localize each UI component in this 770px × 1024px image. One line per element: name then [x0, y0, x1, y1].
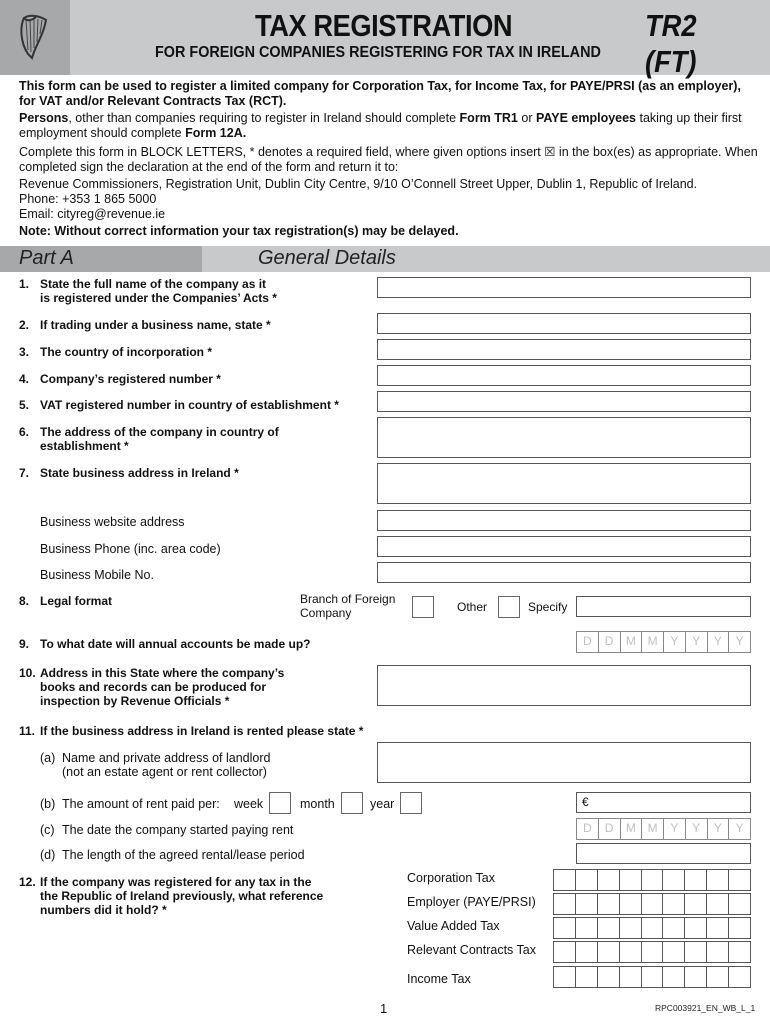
question-11a	[40, 751, 370, 781]
question-11c	[40, 823, 294, 838]
date-cell-day[interactable]: D	[599, 819, 621, 839]
ref-digit-cell[interactable]	[554, 942, 576, 962]
date-cell-year[interactable]: Y	[664, 632, 686, 652]
question-number: 2.	[19, 318, 30, 332]
branch-label-line: Branch of Foreign	[300, 592, 396, 606]
ref-digit-cell[interactable]	[576, 894, 598, 914]
ref-digit-cell[interactable]	[642, 967, 664, 987]
date-cell-day[interactable]: D	[577, 632, 599, 652]
mobile-field[interactable]	[377, 562, 751, 583]
ref-digit-cell[interactable]	[685, 870, 707, 890]
question-number: 8.	[19, 594, 30, 608]
question-number: 6.	[19, 425, 30, 439]
question-11d	[40, 848, 305, 863]
ref-digit-cell[interactable]	[554, 894, 576, 914]
sub-letter: (c)	[40, 823, 55, 837]
part-label: Part A	[19, 247, 74, 269]
form-reference-code: RPC003921_EN_WB_L_1	[655, 1003, 756, 1013]
website-field[interactable]	[377, 510, 751, 531]
vat-number-field[interactable]	[377, 391, 751, 412]
branch-checkbox[interactable]	[412, 596, 434, 618]
date-cell-year[interactable]: Y	[729, 819, 751, 839]
question-text: If the business address in Ireland is rented please state *	[40, 724, 364, 738]
form-12a-ref: Form 12A.	[185, 126, 247, 140]
rent-start-date-field[interactable]	[576, 818, 751, 840]
ref-digit-cell[interactable]	[729, 894, 751, 914]
question-text: Legal format	[40, 594, 113, 608]
ref-digit-cell[interactable]	[685, 894, 707, 914]
irish-address-field[interactable]	[377, 463, 751, 504]
sub-text: The date the company started paying rent	[62, 823, 294, 837]
year-label: year	[370, 797, 395, 811]
form-code: TR2 (FT)	[645, 8, 697, 79]
ref-digit-cell[interactable]	[642, 942, 664, 962]
question-number: 4.	[19, 372, 30, 386]
intro-purpose: This form can be used to register a limited company for Corporation Tax, for Income Tax, for PAYE/PRSI (as an employer), for VAT and/or Relevant Contracts Tax (RCT).	[19, 79, 741, 108]
ref-digit-cell[interactable]	[576, 967, 598, 987]
sub-letter: (d)	[40, 848, 56, 862]
date-cell-year[interactable]: Y	[708, 632, 730, 652]
question-text: If trading under a business name, state *	[40, 318, 271, 332]
question-text: If the company was registered for any tax in the	[40, 875, 312, 889]
question-text: numbers did it hold? *	[40, 903, 167, 917]
date-cell-month[interactable]: M	[642, 632, 664, 652]
form-subtitle: FOR FOREIGN COMPANIES REGISTERING FOR TAX IN IRELAND	[155, 44, 601, 61]
question-text: The address of the company in country of	[40, 425, 279, 439]
ref-digit-cell[interactable]	[598, 918, 620, 938]
page-number: 1	[380, 1001, 388, 1016]
question-5	[19, 398, 374, 413]
question-text: Company’s registered number *	[40, 372, 221, 386]
ref-digit-cell[interactable]	[598, 894, 620, 914]
ref-grid-rct[interactable]	[553, 941, 751, 963]
rent-amount-field[interactable]	[576, 792, 751, 813]
ref-digit-cell[interactable]	[707, 967, 729, 987]
ref-digit-cell[interactable]	[598, 870, 620, 890]
ref-digit-cell[interactable]	[707, 918, 729, 938]
ref-digit-cell[interactable]	[620, 942, 642, 962]
ref-grid-corporation-tax[interactable]	[553, 869, 751, 891]
question-number: 12.	[19, 875, 36, 889]
ref-digit-cell[interactable]	[642, 894, 664, 914]
ref-digit-cell[interactable]	[663, 967, 685, 987]
question-text: inspection by Revenue Officials *	[40, 694, 230, 708]
ref-digit-cell[interactable]	[663, 942, 685, 962]
ref-digit-cell[interactable]	[729, 870, 751, 890]
intro-persons	[19, 111, 759, 141]
ref-digit-cell[interactable]	[685, 942, 707, 962]
month-label: month	[300, 797, 335, 811]
intro-text: , other than companies requiring to register in Ireland should complete	[68, 111, 460, 125]
ref-digit-cell[interactable]	[598, 967, 620, 987]
ref-digit-cell[interactable]	[620, 894, 642, 914]
date-cell-year[interactable]: Y	[686, 819, 708, 839]
accounts-date-field[interactable]	[576, 631, 751, 653]
ref-digit-cell[interactable]	[707, 894, 729, 914]
question-text: State business address in Ireland *	[40, 466, 239, 480]
date-cell-year[interactable]: Y	[664, 819, 686, 839]
question-6	[19, 425, 369, 455]
question-1	[19, 277, 369, 307]
intro-persons-bold: Persons	[19, 111, 69, 125]
tax-label-corporation: Corporation Tax	[407, 871, 496, 885]
ref-digit-cell[interactable]	[620, 967, 642, 987]
lease-length-field[interactable]	[576, 843, 751, 864]
ref-digit-cell[interactable]	[729, 967, 751, 987]
business-name-field[interactable]	[377, 313, 751, 334]
specify-label: Specify	[528, 600, 568, 614]
branch-label-line: Company	[300, 606, 352, 620]
date-cell-year[interactable]: Y	[729, 632, 751, 652]
website-label: Business website address	[40, 515, 185, 529]
question-number: 1.	[19, 277, 30, 291]
question-number: 10.	[19, 666, 36, 680]
harp-icon	[18, 12, 48, 60]
intro-address: Revenue Commissioners, Registration Unit, Dublin City Centre, 9/10 O’Connell Street Upper, Dublin 1, Republic of Ireland.	[19, 177, 698, 191]
question-text: establishment *	[40, 439, 129, 453]
sub-text: The amount of rent paid per:	[62, 797, 220, 811]
ref-digit-cell[interactable]	[576, 918, 598, 938]
sub-letter: (b)	[40, 797, 56, 811]
books-address-field[interactable]	[377, 665, 751, 706]
question-text: To what date will annual accounts be made up?	[40, 637, 311, 651]
question-text: books and records can be produced for	[40, 680, 267, 694]
tax-label-income: Income Tax	[407, 972, 471, 986]
specify-field[interactable]	[576, 596, 751, 617]
tax-label-employer: Employer (PAYE/PRSI)	[407, 895, 536, 909]
ref-grid-employer[interactable]	[553, 893, 751, 915]
date-cell-month[interactable]: M	[642, 819, 664, 839]
question-2	[19, 318, 369, 333]
question-text: Address in this State where the company’s	[40, 666, 285, 680]
ref-digit-cell[interactable]	[620, 870, 642, 890]
date-cell-month[interactable]: M	[621, 632, 643, 652]
intro-phone: Phone: +353 1 865 5000	[19, 192, 157, 206]
euro-icon: €	[582, 795, 589, 809]
date-cell-year[interactable]: Y	[686, 632, 708, 652]
part-title: General Details	[258, 247, 396, 269]
ref-digit-cell[interactable]	[576, 942, 598, 962]
branch-label	[300, 592, 395, 620]
question-number: 11.	[19, 724, 36, 738]
ref-digit-cell[interactable]	[663, 870, 685, 890]
ref-digit-cell[interactable]	[576, 870, 598, 890]
date-cell-year[interactable]: Y	[708, 819, 730, 839]
sub-letter: (a)	[40, 751, 56, 765]
paye-employees-ref: PAYE employees	[535, 111, 637, 125]
intro-text: taking up their first employment should complete	[19, 111, 742, 140]
ref-digit-cell[interactable]	[707, 942, 729, 962]
tax-label-vat: Value Added Tax	[407, 919, 500, 933]
question-text: State the full name of the company as it	[40, 277, 267, 291]
intro-email: Email: cityreg@revenue.ie	[19, 207, 166, 221]
question-12	[19, 875, 389, 920]
ref-digit-cell[interactable]	[729, 918, 751, 938]
ref-digit-cell[interactable]	[598, 942, 620, 962]
ref-digit-cell[interactable]	[707, 870, 729, 890]
week-label: week	[234, 797, 264, 811]
question-11	[19, 724, 419, 739]
year-checkbox[interactable]	[400, 792, 422, 814]
question-7	[19, 466, 369, 481]
question-text: The country of incorporation *	[40, 345, 213, 359]
intro-instructions: Complete this form in BLOCK LETTERS, * denotes a required field, where given options insert ☒ in the box(es) as appropriate. When completed sign the declaration at the end of the form and return it to:	[19, 145, 758, 174]
tax-label-rct: Relevant Contracts Tax	[407, 943, 536, 957]
question-text: is registered under the Companies’ Acts *	[40, 291, 277, 305]
sub-text: The length of the agreed rental/lease period	[62, 848, 305, 862]
ref-digit-cell[interactable]	[642, 918, 664, 938]
question-11b	[40, 797, 220, 812]
sub-text: (not an estate agent or rent collector)	[62, 765, 267, 779]
date-cell-day[interactable]: D	[599, 632, 621, 652]
ref-digit-cell[interactable]	[554, 967, 576, 987]
sub-text: Name and private address of landlord	[62, 751, 271, 765]
ref-digit-cell[interactable]	[663, 918, 685, 938]
date-cell-day[interactable]: D	[577, 819, 599, 839]
foreign-address-field[interactable]	[377, 417, 751, 458]
other-checkbox[interactable]	[498, 596, 520, 618]
ref-digit-cell[interactable]	[554, 870, 576, 890]
other-label: Other	[457, 600, 488, 614]
question-4	[19, 372, 369, 387]
question-10	[19, 666, 369, 711]
question-3	[19, 345, 369, 360]
ref-digit-cell[interactable]	[642, 870, 664, 890]
question-9	[19, 637, 379, 652]
date-cell-month[interactable]: M	[621, 819, 643, 839]
question-number: 3.	[19, 345, 30, 359]
ref-digit-cell[interactable]	[554, 918, 576, 938]
phone-field[interactable]	[377, 536, 751, 557]
ref-grid-income-tax[interactable]	[553, 966, 751, 988]
country-of-incorporation-field[interactable]	[377, 339, 751, 360]
intro-note: Note: Without correct information your tax registration(s) may be delayed.	[19, 224, 459, 238]
question-8	[19, 594, 269, 609]
ref-digit-cell[interactable]	[663, 894, 685, 914]
month-checkbox[interactable]	[341, 792, 363, 814]
company-name-field[interactable]	[377, 277, 751, 298]
question-text: VAT registered number in country of establishment *	[40, 398, 339, 412]
question-number: 5.	[19, 398, 30, 412]
form-title: TAX REGISTRATION	[255, 8, 513, 43]
registered-number-field[interactable]	[377, 365, 751, 386]
question-number: 9.	[19, 637, 30, 651]
ref-digit-cell[interactable]	[685, 918, 707, 938]
ref-digit-cell[interactable]	[729, 942, 751, 962]
question-text: the Republic of Ireland previously, what reference	[40, 889, 324, 903]
week-checkbox[interactable]	[269, 792, 291, 814]
landlord-field[interactable]	[377, 742, 751, 783]
ref-digit-cell[interactable]	[620, 918, 642, 938]
intro-text: or	[517, 111, 536, 125]
phone-label: Business Phone (inc. area code)	[40, 542, 221, 556]
mobile-label: Business Mobile No.	[40, 568, 154, 582]
ref-grid-vat[interactable]	[553, 917, 751, 939]
question-number: 7.	[19, 466, 30, 480]
ref-digit-cell[interactable]	[685, 967, 707, 987]
form-tr1-ref: Form TR1	[459, 111, 518, 125]
